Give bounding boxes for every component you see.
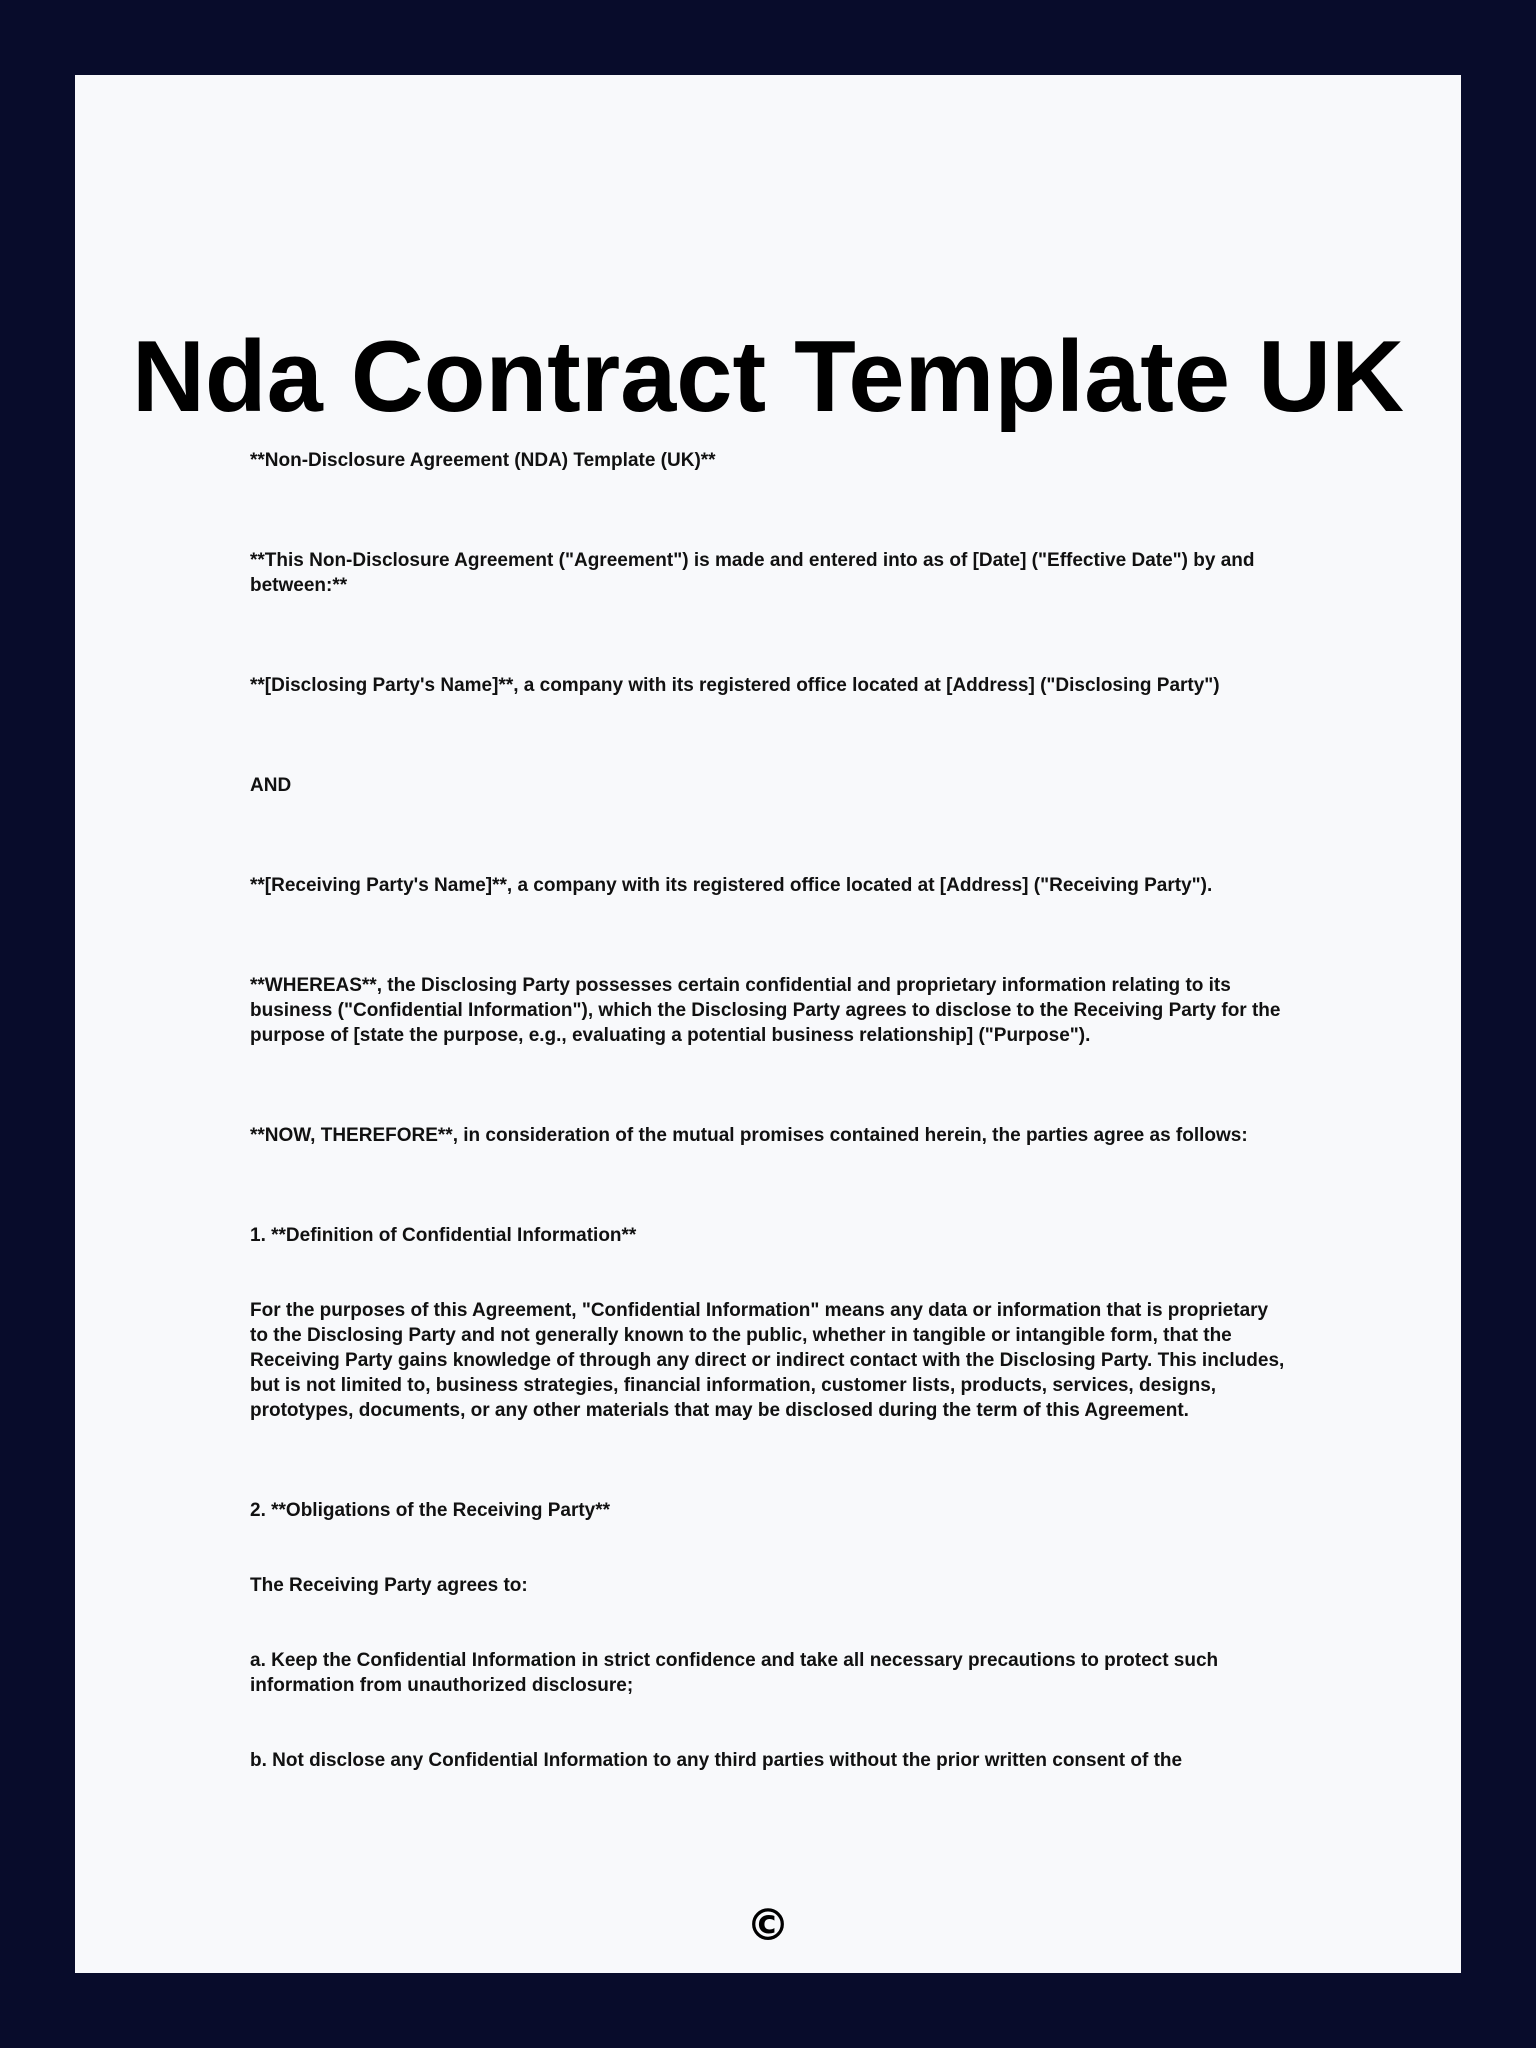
and-separator: AND xyxy=(250,775,292,796)
agreement-heading: **Non-Disclosure Agreement (NDA) Template (UK)** xyxy=(250,450,716,471)
section-2-intro: The Receiving Party agrees to: xyxy=(250,1575,528,1596)
obligation-a: a. Keep the Confidential Information in strict confidence and take all necessary precautions to protect such information from unauthorized disclosure; xyxy=(250,1650,1219,1696)
receiving-party: **[Receiving Party's Name]**, a company with its registered office located at [Address] ("Receiving Party"). xyxy=(250,875,1213,896)
agreement-intro: **This Non-Disclosure Agreement ("Agreement") is made and entered into as of [Date] ("Effective Date") by and between:** xyxy=(250,550,1255,596)
section-1-heading: 1. **Definition of Confidential Information** xyxy=(250,1225,637,1246)
section-1-body: For the purposes of this Agreement, "Confidential Information" means any data or information that is proprietary to the Disclosing Party and not generally known to the public, whether in tangible or intangible form, that the Receiving Party gains knowledge of through any direct or indirect contact with the Disclosing Party. This includes, but is not limited to, business strategies, financial information, customer lists, products, services, designs, prototypes, documents, or any other materials that may be disclosed during the term of this Agreement. xyxy=(250,1300,1285,1421)
document-body xyxy=(250,448,1290,1773)
whereas-clause: **WHEREAS**, the Disclosing Party possesses certain confidential and proprietary information relating to its business ("Confidential Information"), which the Disclosing Party agrees to disclose to the Receiving Party for the purpose of [state the purpose, e.g., evaluating a potential business relationship] ("Purpose"). xyxy=(250,975,1281,1046)
obligation-b: b. Not disclose any Confidential Information to any third parties without the prior written consent of the xyxy=(250,1750,1183,1771)
section-2-heading: 2. **Obligations of the Receiving Party** xyxy=(250,1500,611,1521)
now-therefore-clause: **NOW, THEREFORE**, in consideration of the mutual promises contained herein, the parties agree as follows: xyxy=(250,1125,1248,1146)
document-title: Nda Contract Template UK xyxy=(131,321,1405,433)
disclosing-party: **[Disclosing Party's Name]**, a company with its registered office located at [Address] ("Disclosing Party") xyxy=(250,675,1220,696)
copyright-icon: © xyxy=(746,1900,790,1951)
document-page xyxy=(75,75,1461,1973)
